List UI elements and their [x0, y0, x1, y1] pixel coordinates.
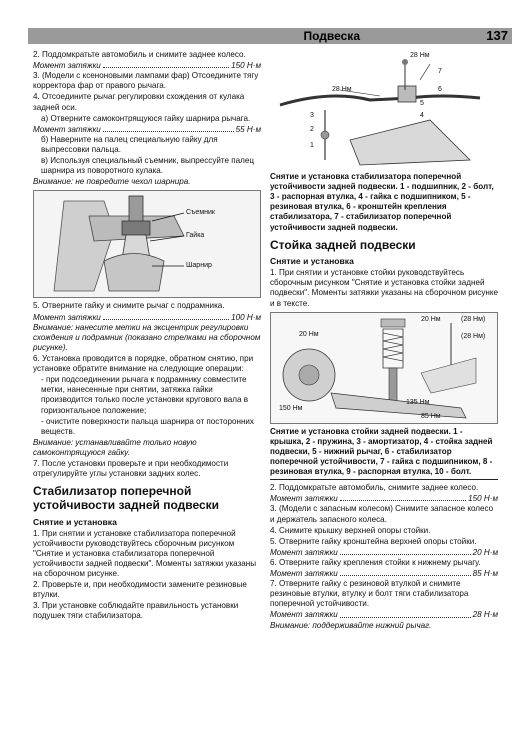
figure-label: 3 — [310, 112, 314, 119]
figure-label: 28 Нм — [410, 52, 430, 59]
page-header — [0, 0, 530, 46]
stab-step-3: 3. При установке соблюдайте правильность установки подушек тяги стабилизатора. — [33, 601, 239, 621]
strut-step-6: 6. Отверните гайку крепления стойки к нижнему рычагу. — [270, 557, 481, 567]
figure-label-nut: Гайка — [186, 232, 205, 240]
stabilizer-illustration — [270, 50, 498, 172]
strut-figure — [270, 312, 498, 424]
figure-caption: Снятие и установка стабилизатора поперечной устойчивости задней подвески. 1 - подшипник, 2 - болт, 3 - распорная втулка, 4 - гайка с подшипником, 5 - резиновая втулка, 6 - кронштейн крепления стабилизатора, 7 - стабилизатор поперечной устойчивости задней подвески. — [270, 172, 494, 232]
stab-step-2: 2. Проверьте и, при необходимости замените резиновые втулки. — [33, 580, 247, 600]
note-text: Внимание: нанесите метки на эксцентрик регулировки схождения и подрамник (показано стрелками на сборочном рисунке). — [33, 322, 261, 352]
torque-line: Момент затяжки 150 Н·м — [270, 494, 498, 504]
figure-label-puller: Съемник — [186, 209, 215, 217]
figure-label: 2 — [310, 126, 314, 133]
figure-label: (28 Нм) — [461, 315, 486, 323]
torque-line: Момент затяжки 28 Н·м — [270, 610, 498, 620]
figure-label: 85 Нм — [421, 412, 441, 420]
step-2-text: 2. Поддомкратьте автомобиль и снимите заднее колесо. — [33, 50, 246, 59]
step-7-text: 7. После установки проверьте и при необходимости отрегулируйте углы установки задних колес. — [33, 459, 229, 479]
bullet-text: - очистите поверхности пальца шарнира от посторонних веществ. — [41, 416, 254, 436]
step-3-text: 3. (Модели с ксеноновыми лампами фар) Отсоедините тягу корректора фар от правого рычага. — [33, 71, 259, 91]
torque-line: Момент затяжки 85 Н·м — [270, 569, 498, 579]
figure-caption: Снятие и установка стойки задней подвески. 1 - крышка, 2 - пружина, 3 - амортизатор, 4 - стойка задней подвески, 5 - нижний рычаг, 6 - стабилизатор поперечной устойчивости, 7 - гайка с подшипником, 8 - резиновая втулка, 9 - распорная втулка, 10 - болт. — [270, 426, 493, 477]
bullet-text: - при подсоединении рычага к подрамнику совместите метки, нанесенные при снятии, затяжка гайки производится только после установки кругового вала в горизонтальное положение; — [41, 375, 249, 415]
section-title: Подвеска — [303, 29, 360, 43]
ball-joint-puller-figure — [33, 190, 261, 298]
strut-step-1: 1. При снятии и установке стойки руководствуйтесь сборочным рисунком "Снятие и установка стойки задней подвески". Моменты затяжки указаны на сборочном рисунке и в тексте. — [270, 268, 498, 308]
step-4b-text: б) Наверните на палец специальную гайку для выпрессовки пальца. — [41, 134, 218, 154]
warning-text: Внимание: не повредите чехол шарнира. — [33, 177, 191, 187]
left-column — [33, 50, 261, 623]
figure-label: 135 Нм — [406, 398, 430, 406]
subsection-heading: Снятие и установка — [33, 516, 117, 527]
strut-step-3: 3. (Модели с запасным колесом) Снимите запасное колесо и держатель запасного колеса. — [270, 504, 494, 524]
stabilizer-figure — [270, 50, 498, 172]
warning-text: Внимание: поддерживайте нижний рычаг. — [270, 620, 432, 630]
torque-line: Момент затяжки 20 Н·м — [270, 547, 498, 557]
strut-step-7: 7. Отверните гайку с резиновой втулкой и снимите резиновые втулки, втулку и болт тяги стабилизатора поперечной устойчивости. — [270, 579, 469, 609]
step-4-text: 4. Отсоедините рычаг регулировки схождения от кулака задней оси. — [33, 92, 245, 112]
step-6-text: 6. Установка проводится в порядке, обратном снятию, при установке обратите внимание на следующие операции: — [33, 353, 254, 374]
warning-text: Внимание: устанавливайте только новую самоконтрящуюся гайку. — [33, 437, 197, 457]
header-bar — [28, 28, 512, 44]
puller-illustration — [34, 191, 261, 298]
torque-line: Момент затяжки 55 Н·м — [33, 124, 261, 134]
figure-label: 150 Нм — [279, 404, 303, 412]
figure-label: 4 — [420, 112, 424, 119]
figure-label-joint: Шарнир — [186, 262, 212, 270]
torque-line: Момент затяжки 100 Н·м — [33, 312, 261, 322]
step-4c-text: в) Используя специальный съемник, выпрессуйте палец шарнира из поворотного кулака. — [41, 156, 255, 176]
figure-label: 7 — [438, 68, 442, 75]
strut-step-2: 2. Поддомкратьте автомобиль, снимите заднее колесо. — [270, 483, 479, 493]
figure-label: 28 Нм — [332, 86, 352, 93]
stab-step-1: 1. При снятии и установке стабилизатора поперечной устойчивости руководствуйтесь сборочным рисунком "Снятие и установка стабилизатора поперечной устойчивости задней подвески". Моменты затяжки указаны на сборочном рисунке. — [33, 528, 257, 579]
strut-illustration — [271, 313, 498, 424]
figure-label: 6 — [438, 86, 442, 93]
divider — [270, 479, 498, 480]
step-5-text: 5. Отверните гайку и снимите рычаг с подрамника. — [33, 301, 225, 311]
right-column — [270, 50, 498, 632]
figure-label: 20 Нм — [299, 330, 319, 338]
figure-label: 20 Нм — [421, 315, 441, 323]
subsection-heading: Снятие и установка — [270, 256, 354, 267]
section-heading: Стойка задней подвески — [270, 237, 416, 252]
section-heading: Стабилизатор поперечной устойчивости задней подвески — [33, 484, 220, 513]
figure-label: 5 — [420, 100, 424, 107]
torque-line: Момент затяжки 150 Н·м — [33, 61, 261, 71]
strut-step-4: 4. Снимите крышку верхней опоры стойки. — [270, 525, 431, 535]
strut-step-5: 5. Отверните гайку кронштейна верхней опоры стойки. — [270, 536, 477, 546]
figure-label: 1 — [310, 142, 314, 149]
step-4a-text: а) Отверните самоконтрящуюся гайку шарнира рычага. — [41, 113, 251, 123]
page-number: 137 — [486, 28, 508, 43]
figure-label: (28 Нм) — [461, 332, 486, 340]
